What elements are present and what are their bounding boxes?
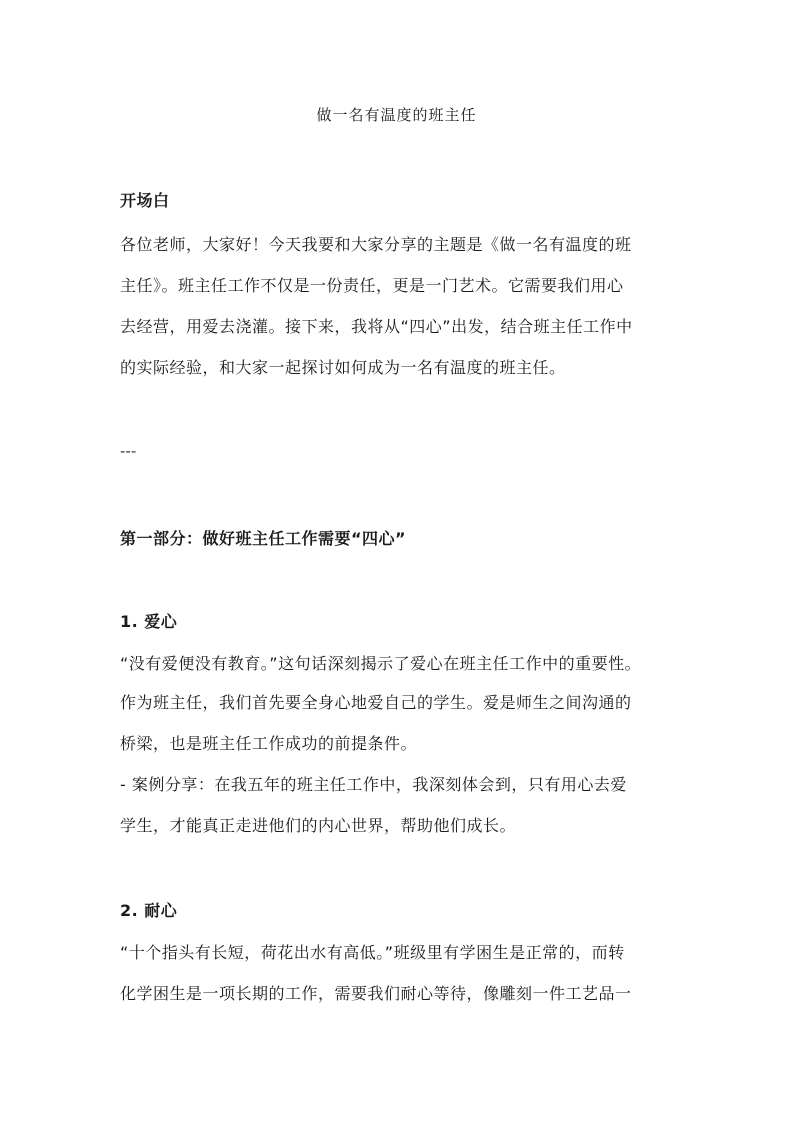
section1-line: 作为班主任，我们首先要全身心地爱自己的学生。爱是师生之间沟通的 xyxy=(120,693,632,712)
section1-heading: 1. 爱心 xyxy=(120,612,178,631)
intro-line: 的实际经验，和大家一起探讨如何成为一名有温度的班主任。 xyxy=(120,358,566,377)
section1-line: 桥梁，也是班主任工作成功的前提条件。 xyxy=(120,734,418,753)
intro-line: 各位老师，大家好！今天我要和大家分享的主题是《做一名有温度的班 xyxy=(120,235,632,254)
intro-line: 主任》。班主任工作不仅是一份责任，更是一门艺术。它需要我们用心 xyxy=(120,276,624,295)
section-divider: --- xyxy=(120,442,137,460)
section1-line: “没有爱便没有教育。”这句话深刻揭示了爱心在班主任工作中的重要性。 xyxy=(120,654,642,673)
intro-line: 去经营，用爱去浇灌。接下来，我将从“四心”出发，结合班主任工作中 xyxy=(120,317,633,336)
part1-heading: 第一部分：做好班主任工作需要“四心” xyxy=(120,529,407,548)
section2-line: “十个指头有长短，荷花出水有高低。”班级里有学困生是正常的，而转 xyxy=(120,943,625,962)
section2-line: 化学困生是一项长期的工作，需要我们耐心等待，像雕刻一件工艺品一 xyxy=(120,984,632,1003)
section2-heading: 2. 耐心 xyxy=(120,901,178,920)
section1-line: - 案例分享：在我五年的班主任工作中，我深刻体会到，只有用心去爱 xyxy=(120,775,627,794)
intro-heading: 开场白 xyxy=(120,191,170,210)
document-title: 做一名有温度的班主任 xyxy=(316,106,477,124)
section1-line: 学生，才能真正走进他们的内心世界，帮助他们成长。 xyxy=(120,816,517,835)
